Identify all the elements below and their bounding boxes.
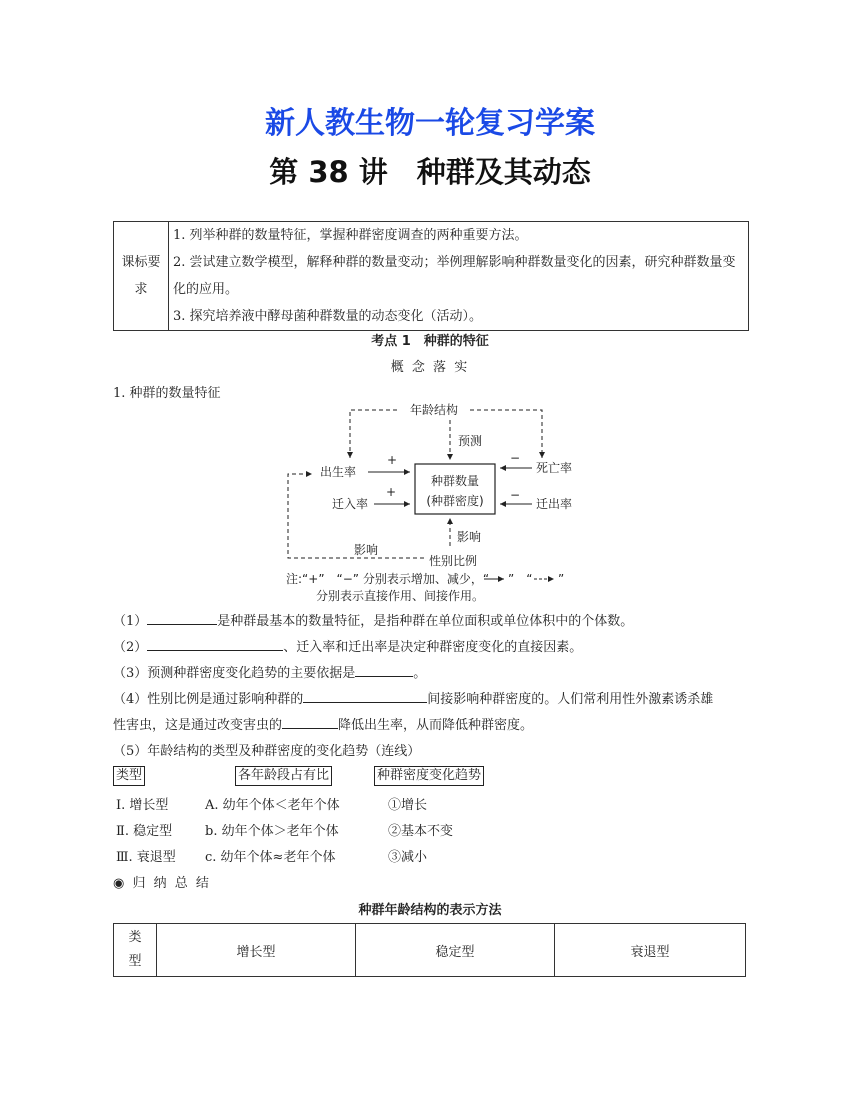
note-end: ” bbox=[558, 572, 565, 586]
label-population-density: (种群密度) bbox=[426, 494, 484, 508]
summary-label: ◉ 归 纳 总 结 bbox=[113, 876, 211, 891]
col-stable: 稳定型 bbox=[356, 924, 555, 977]
label-sex-ratio: 性别比例 bbox=[429, 554, 478, 568]
ratio-item[interactable]: A. 幼年个体＜老年个体 bbox=[205, 798, 340, 813]
type-item[interactable]: Ⅲ. 衰退型 bbox=[116, 850, 176, 865]
lesson-title: 第 38 讲 种群及其动态 bbox=[269, 155, 591, 189]
col-type: 类 型 bbox=[114, 924, 157, 977]
label-influence-left: 影响 bbox=[354, 543, 379, 557]
label-emigration: 迁出率 bbox=[536, 497, 573, 511]
question-1: （1） 是种群最基本的数量特征，是指种群在单位面积或单位体积中的个体数。 bbox=[113, 610, 633, 629]
plus-sign: + bbox=[387, 453, 398, 467]
answer-blank[interactable] bbox=[147, 610, 217, 625]
trend-item[interactable]: ③减小 bbox=[388, 850, 428, 865]
answer-blank[interactable] bbox=[303, 688, 427, 703]
summary-table-title: 种群年龄结构的表示方法 bbox=[358, 903, 502, 918]
trend-item[interactable]: ①增长 bbox=[388, 798, 428, 813]
label-predict: 预测 bbox=[458, 434, 483, 448]
col-growth: 增长型 bbox=[157, 924, 356, 977]
diagram-note bbox=[286, 571, 489, 586]
series-title: 新人教生物一轮复习学案 bbox=[265, 106, 595, 141]
col-decline: 衰退型 bbox=[555, 924, 746, 977]
population-characteristics-diagram bbox=[282, 398, 582, 608]
question-4-cont: 性害虫，这是通过改变害虫的 降低出生率，从而降低种群密度。 bbox=[113, 714, 533, 733]
section-heading: 考点 1 种群的特征 bbox=[371, 334, 489, 349]
label-death-rate: 死亡率 bbox=[536, 461, 573, 475]
header-ratio: 各年龄段占有比 bbox=[235, 766, 332, 786]
plus-sign: + bbox=[386, 485, 397, 499]
note-text: 注:“+” “−” 分别表示增加、减少，“ bbox=[286, 572, 490, 586]
requirement-item: 2. 尝试建立数学模型，解释种群的数量变动；举例理解影响种群数量变化的因素，研究种群数量变化的应用。 bbox=[173, 255, 736, 297]
ratio-item[interactable]: b. 幼年个体＞老年个体 bbox=[205, 824, 339, 839]
requirements-content bbox=[169, 222, 749, 331]
point-heading: 1. 种群的数量特征 bbox=[113, 386, 221, 401]
label-age-structure: 年龄结构 bbox=[409, 403, 459, 417]
label-influence-right: 影响 bbox=[457, 530, 482, 544]
type-item[interactable]: Ⅰ. 增长型 bbox=[116, 798, 169, 813]
header-type: 类型 bbox=[113, 766, 145, 786]
curriculum-requirements-table bbox=[113, 221, 749, 331]
question-3: （3）预测种群密度变化趋势的主要依据是 。 bbox=[113, 662, 426, 681]
answer-blank[interactable] bbox=[147, 636, 283, 651]
requirement-item: 1. 列举种群的数量特征，掌握种群密度调查的两种重要方法。 bbox=[173, 228, 528, 243]
ratio-item[interactable]: c. 幼年个体≈老年个体 bbox=[205, 850, 336, 865]
header-trend: 种群密度变化趋势 bbox=[374, 766, 484, 786]
answer-blank[interactable] bbox=[282, 714, 338, 729]
minus-sign: − bbox=[510, 488, 521, 502]
label-immigration: 迁入率 bbox=[332, 497, 369, 511]
requirements-label: 课标要求 bbox=[114, 222, 169, 331]
question-2: （2） 、迁入率和迁出率是决定种群密度变化的直接因素。 bbox=[113, 636, 582, 655]
diagram-note-line2: 分别表示直接作用、间接作用。 bbox=[316, 589, 485, 603]
question-4: （4）性别比例是通过影响种群的 间接影响种群密度的。人们常利用性外激素诱杀雄 bbox=[113, 688, 713, 707]
question-5: （5）年龄结构的类型及种群密度的变化趋势（连线） bbox=[113, 744, 421, 759]
label-population-size: 种群数量 bbox=[430, 474, 480, 488]
trend-item[interactable]: ②基本不变 bbox=[388, 824, 454, 839]
type-item[interactable]: Ⅱ. 稳定型 bbox=[116, 824, 173, 839]
answer-blank[interactable] bbox=[355, 662, 413, 677]
minus-sign: − bbox=[510, 451, 521, 465]
note-mid: ” “ bbox=[508, 572, 533, 586]
section-subheading: 概 念 落 实 bbox=[390, 360, 470, 375]
label-birth-rate: 出生率 bbox=[320, 465, 357, 479]
age-structure-table bbox=[113, 923, 746, 977]
requirement-item: 3. 探究培养液中酵母菌种群数量的动态变化（活动）。 bbox=[173, 309, 483, 324]
